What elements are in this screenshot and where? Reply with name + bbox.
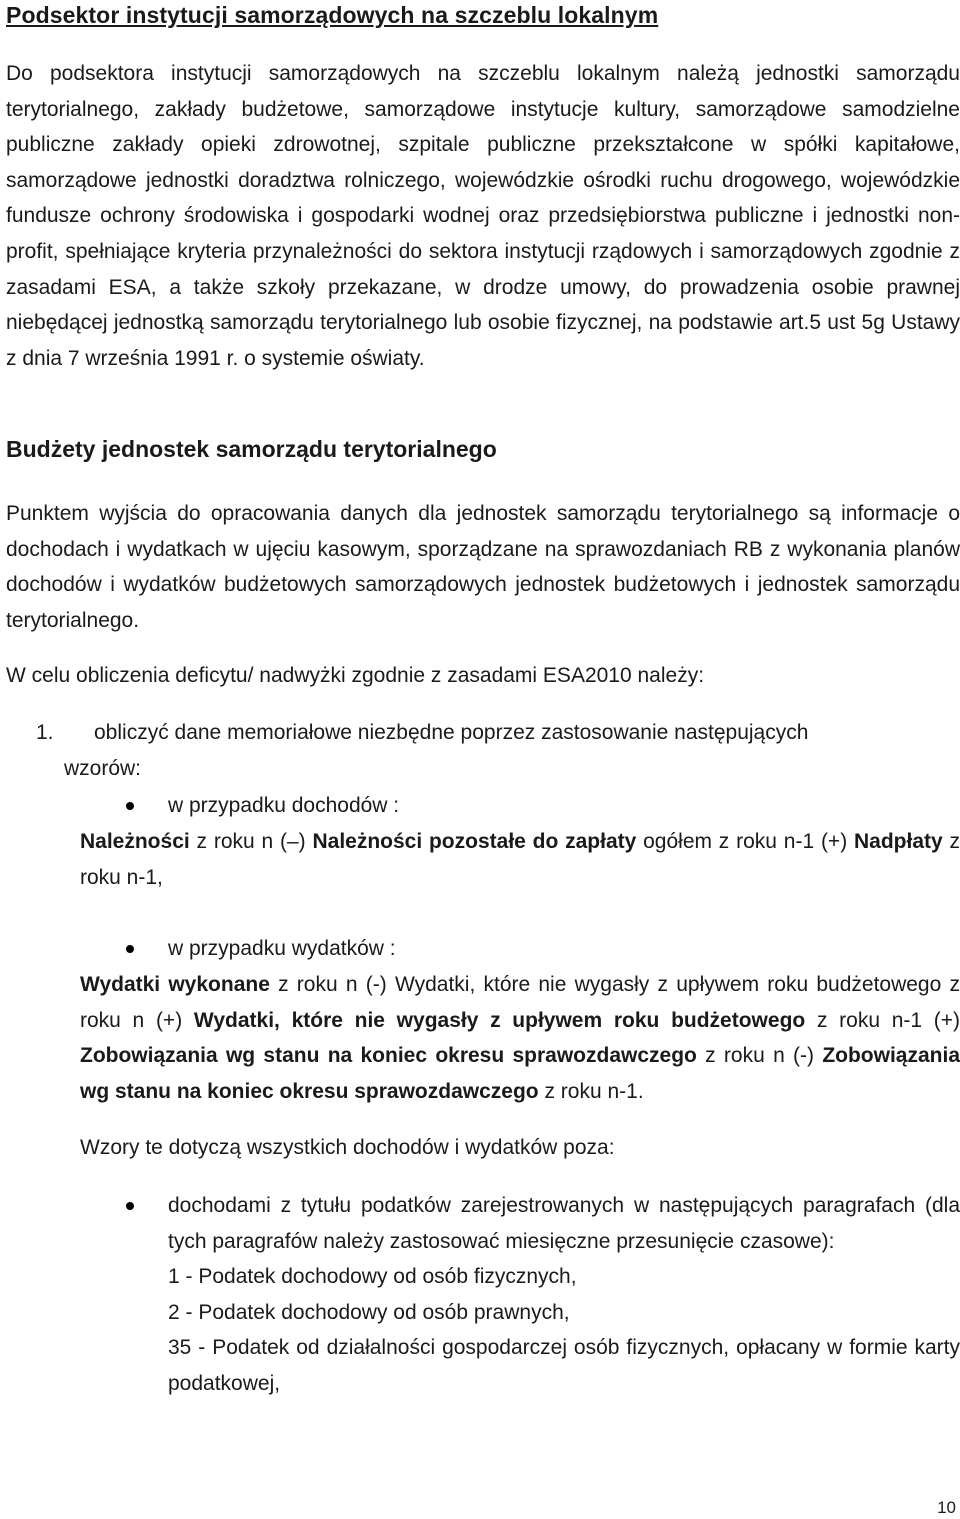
formula-term: Nadpłaty (854, 830, 943, 853)
bullet-icon (126, 802, 134, 810)
formula-operator: z roku n (–) (189, 830, 313, 853)
formula-operator: z roku n-1 (+) (805, 1008, 960, 1032)
exceptions-intro: Wzory te dotyczą wszystkich dochodów i wydatków poza: (80, 1136, 615, 1159)
section-title: Podsektor instytucji samorządowych na szczeblu lokalnym (6, 2, 659, 28)
formula-operator: z roku n (-) (696, 1044, 823, 1068)
formula-term: Należności (80, 830, 190, 853)
numbered-item-line1: obliczyć dane memoriałowe niezbędne poprzez zastosowanie następujących (94, 721, 809, 744)
formula-operator: z roku n (-) Wydatki, które nie wygasły z upływem roku budżetowego z roku n (+) (80, 973, 960, 1032)
page-number: 10 (937, 1498, 956, 1517)
exclusion-line: 2 - Podatek dochodowy od osób prawnych, (168, 1300, 570, 1324)
exclusion-text (168, 1188, 960, 1402)
formula-term: Wydatki, które nie wygasły z upływem roku budżetowego (193, 1008, 806, 1032)
income-formula (80, 824, 960, 895)
list-number: 1. (36, 721, 54, 744)
formula-term: Wydatki wykonane (80, 973, 270, 996)
formula-term: Zobowiązania wg stanu na koniec okresu sprawozdawczego (80, 1044, 960, 1103)
numbered-item-line2: wzorów: (64, 756, 142, 780)
formula-term: Zobowiązania wg stanu na koniec okresu sprawozdawczego (80, 1044, 697, 1068)
exclusion-line: 35 - Podatek od działalności gospodarczej osób fizycznych, opłacany w formie karty podatkowej, (168, 1336, 960, 1395)
bullet-icon (126, 1202, 134, 1210)
bullet-icon (126, 945, 134, 953)
income-bullet-text: w przypadku dochodów : (168, 794, 400, 817)
numbered-item-text (64, 715, 960, 786)
formula-operator: z roku n-1, (80, 830, 960, 889)
expense-bullet-text: w przypadku wydatków : (168, 937, 396, 960)
intro-paragraph: Do podsektora instytucji samorządowych na szczeblu lokalnym należą jednostki samorządu terytorialnego, zakłady budżetowe, samorządowe instytucje kultury, samorządowe samodzielne publiczne zakłady opieki zdrowotnej, szpitale publiczne przekształcone w spółki kapitałowe, samorządowe jednostki doradztwa rolniczego, wojewódzkie ośrodki ruchu drogowego, wojewódzkie fundusze ochrony środowiska i gospodarki wodnej oraz przedsiębiorstwa publiczne i jednostki non-profit, spełniające kryteria przynależności do sektora instytucji rządowych i samorządowych zgodnie z zasadami ESA, a także szkoły przekazane, w drodze umowy, do prowadzenia osobie prawnej niebędącej jednostką samorządu terytorialnego lub osobie fizycznej, na podstawie art.5 ust 5g Ustawy z dnia 7 września 1991 r. o systemie oświaty. (6, 62, 960, 370)
exclusion-line: 1 - Podatek dochodowy od osób fizycznych, (168, 1265, 577, 1289)
expense-formula (80, 967, 960, 1109)
goal-paragraph: W celu obliczenia deficytu/ nadwyżki zgodnie z zasadami ESA2010 należy: (6, 664, 705, 687)
exclusion-intro: dochodami z tytułu podatków zarejestrowanych w następujących paragrafach (dla tych paragrafów należy zastosować miesięczne przesunięcie czasowe): (168, 1194, 960, 1253)
formula-term: Należności pozostałe do zapłaty (312, 830, 637, 853)
formula-operator: z roku n-1. (538, 1079, 644, 1103)
subsection-title: Budżety jednostek samorządu terytorialnego (6, 436, 497, 462)
formula-operator: ogółem z roku n-1 (+) (636, 830, 854, 853)
budget-paragraph: Punktem wyjścia do opracowania danych dla jednostek samorządu terytorialnego są informacje o dochodach i wydatkach w ujęciu kasowym, sporządzane na sprawozdaniach RB z wykonania planów dochodów i wydatków budżetowych samorządowych jednostek budżetowych i jednostek samorządu terytorialnego. (6, 502, 960, 632)
